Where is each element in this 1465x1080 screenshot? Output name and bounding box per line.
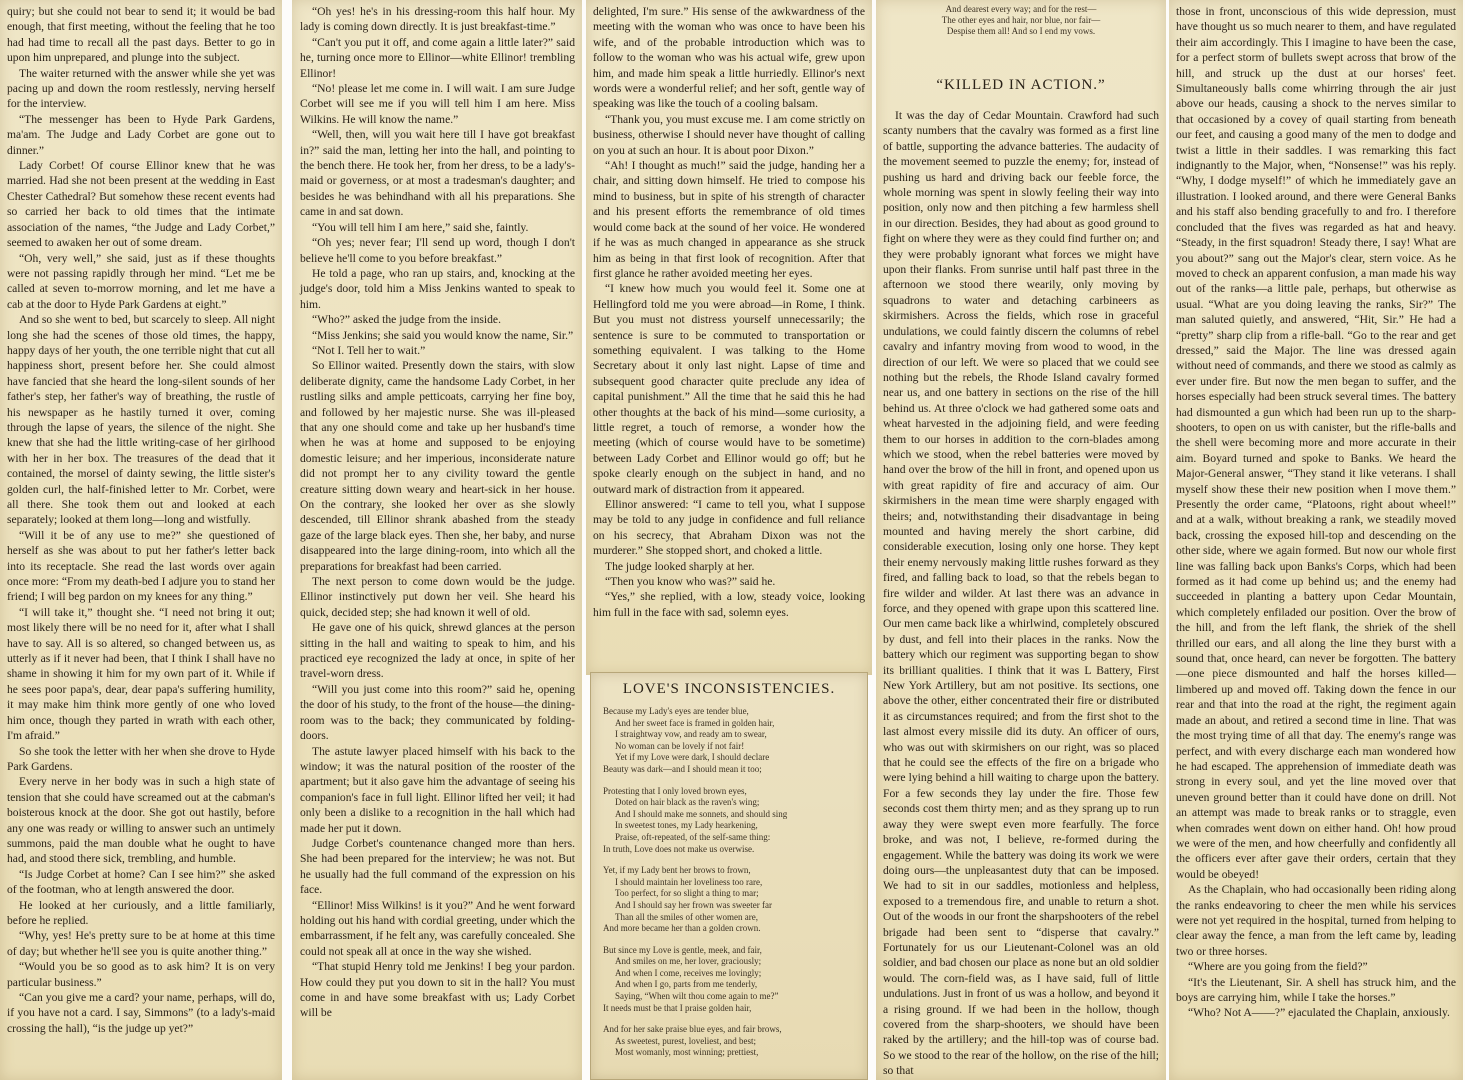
paragraph: And so she went to bed, but scarcely to sleep. All night long she had the scenes of those old times, the happy, happy days of her youth, the one terrible night that cut all happiness short, present before her. She could almost have fancied that she heard the long-silent sounds of her father's step, her father's way of breathing, the rustle of his newspaper as he hastily turned it over, coming through the lapse of years, the silence of the night. She knew that she had the little writing-case of her girlhood with her in her box. The treasures of the dead that it contained, the morsel of dainty sewing, the little sister's golden curl, the half-finished letter to Mr. Corbet, were all there. She took them out and looked at each separately; looked at them long—long and wistfully. [7,313,275,527]
paragraph: Judge Corbet's countenance changed more than hers. She had been prepared for the interview; he was not. But he usually had the full command of the expression on his face. [300,836,575,897]
paragraph: “Can't you put it off, and come again a little later?” said he, turning once more to Ellinor—white Ellinor! trembling Ellinor! [300,35,575,80]
verse-line: Despise them all! And so I end my vows. [946,26,1096,36]
paragraph: “It's the Lieutenant, Sir. A shell has struck him, and the boys are carrying him, while I take the horses.” [1176,975,1456,1004]
paragraph: “Oh yes! he's in his dressing-room this half hour. My lady is coming down directly. It is just breakfast-time.” [300,5,575,34]
poem-line: And smiles on me, her lover, graciously; [615,956,762,967]
poem-line: Yet, if my Lady bent her brows to frown, [603,865,751,876]
paragraph: “The messenger has been to Hyde Park Gardens, ma'am. The Judge and Lady Corbet are gone out to dinner.” [7,112,275,157]
verse-tail [883,4,1159,37]
paragraph: “Why, yes! He's pretty sure to be at home at this time of day; but whether he'll see you is quite another thing.” [7,929,275,958]
poem-line: I should maintain her loveliness too rare, [615,876,763,887]
paragraph: “Will it be of any use to me?” she questioned of herself as she was about to put her father's letter back into its receptacle. She read the last words over again once more: “From my death-bed I adjure you to stand her friend; I will beg pardon on my knees for any thing.” [7,528,275,604]
poem-line: No woman can be lovely if not fair! [615,740,745,751]
poem-line: Yet if my Love were dark, I should declare [615,752,770,763]
poem-line: In truth, Love does not make us overwise. [603,843,755,854]
paragraph: Ellinor answered: “I came to tell you, what I suppose may be told to any judge in confidence and full reliance on his secrecy, that Abraham Dixon was not the murderer.” She stopped short, and choked a little. [593,498,865,558]
paragraph: “Thank you, you must excuse me. I am come strictly on business, otherwise I should never have thought of calling on you at such an hour. It is about poor Dixon.” [593,112,865,157]
paragraph: “Well, then, will you wait here till I have got breakfast in?” said the man, letting her into the hall, and pointing to the bench there. He took her, from her dress, to be a lady's-maid or governess, or at most a tradesman's daughter; and besides he was behindhand with all his preparations. She came in and sat down. [300,128,575,219]
poem-line: And more became her than a golden crown. [603,923,761,934]
poem-line: Praise, oft-repeated, of the self-same thing: [615,831,771,842]
poem-line: And when I come, receives me lovingly; [615,967,762,978]
poem-line: Because my Lady's eyes are tender blue, [603,706,749,716]
article-title: “KILLED IN ACTION.” [936,77,1106,93]
paragraph: quiry; but she could not bear to send it; it would be bad enough, that first meeting, without the feeling that he too had had time to recall all the past days. Better to go in upon him unprepared, and plunge into the subject. [7,5,275,65]
paragraph: The astute lawyer placed himself with his back to the window; it was the natural position of the rooster of the apartment; but it also gave him the advantage of seeing his companion's face in full light. Ellinor lifted her veil; it had only been a dislike to a recognition in the hall which had made her put it down. [300,744,575,835]
poem-line: And I should make me sonnets, and should sing [615,808,788,819]
poem-stanza [603,945,855,1015]
paragraph: The next person to come down would be the judge. Ellinor instinctively put down her veil. She heard his quick, decided step; she had known it well of old. [300,575,575,619]
paragraph: “Will you just come into this room?” said he, opening the door of his study, to the front of the house—the dining-room was to the back; they communicated by folding-doors. [300,682,575,743]
poem-line: Than all the smiles of other women are, [615,911,758,922]
paragraph: “That stupid Henry told me Jenkins! I beg your pardon. How could they put you down to sit in the hall? You must come in and have some breakfast with us; Lady Corbet will be [300,960,575,1020]
column-1 [0,0,282,1080]
paragraph: “Would you be so good as to ask him? It is on very particular business.” [7,960,275,989]
paragraph: “Ah! I thought as much!” said the judge, handing her a chair, and sitting down himself. He tried to compose his mind to business, but in spite of his strength of character and his present efforts the remembrance of old times would come back at the sound of her voice. He wondered if he was as much changed in appearance as she struck him as being in that first look of recognition. After that first glance he rather avoided meeting her eyes. [593,159,865,280]
column-5 [1169,0,1463,1080]
paragraph: The judge looked sharply at her. [605,559,755,573]
paragraph: He gave one of his quick, shrewd glances at the person sitting in the hall and waiting to speak to him, and his practiced eye recognized the lady at once, in spite of her travel-worn dress. [300,621,575,681]
paragraph: He looked at her curiously, and a little familiarly, before he replied. [7,898,275,927]
poem-line: And when I go, parts from me tenderly, [615,979,758,990]
paragraph: So she took the letter with her when she drove to Hyde Park Gardens. [7,744,275,773]
poem-line: I straightway vow, and ready am to swear, [615,729,767,740]
paragraph: Every nerve in her body was in such a high state of tension that she could have screamed out at the cabman's boisterous knock at the door. She got out hastily, before any one was ready or willing to answer such an untimely summons, paid the man double what he ought to have had, and stood there sick, trembling, and humble. [7,775,275,866]
paragraph: Lady Corbet! Of course Ellinor knew that he was married. Had she not been present at the wedding in East Chester Cathedral? But somehow these recent events had so carried her back to old times that the intimate association of the names, “the Judge and Lady Corbet,” seemed to awaken her out of some dream. [7,159,275,250]
poem-line: Protesting that I only loved brown eyes, [603,785,747,796]
paragraph: “Not I. Tell her to wait.” [312,343,426,357]
paragraph: As the Chaplain, who had occasionally been riding along the ranks endeavoring to cheer the men while his services were not yet required in the hospital, turned from helping to clear away the fence, a man from the left came by, leading two or three horses. [1176,883,1456,958]
paragraph: “Then you know who was?” said he. [605,575,776,589]
poem-stanza [603,865,855,935]
poem-line: And her sweet face is framed in golden hair, [615,717,775,728]
paragraph: “Is Judge Corbet at home? Can I see him?” she asked of the footman, who at length answered the door. [7,867,275,897]
poem-line: And I should say her frown was sweeter far [615,899,772,910]
poem-line: Saying, “When wilt thou come again to me?” [615,991,779,1002]
verse-line: And dearest every way; and for the rest— [945,4,1097,14]
column-4 [876,0,1166,1080]
poem-line: But since my Love is gentle, meek, and fair, [603,944,762,955]
paragraph: “Yes,” she replied, with a low, steady voice, looking him full in the face with sad, solemn eyes. [593,590,865,619]
paragraph: “No! please let me come in. I will wait. I am sure Judge Corbet will see me if you will tell him I am here. Miss Wilkins. He will know the name.” [300,82,575,126]
poem-title: LOVE'S INCONSISTENCIES. [622,681,836,697]
poem-line: It needs must be that I praise golden hair, [603,1002,752,1013]
poem-clipping [590,672,868,1080]
paragraph: those in front, unconscious of this wide depression, must have thought us so much nearer to them, and have regulated their aim accordingly. This I imagine to have been the case, for a perfect storm of bullets swept across that brow of the hill, and struck up the dust at our horses' feet. Simultaneously balls come whirring through the air just above our heads, causing a shock to the nerves similar to that occasioned by a covey of quail starting from beneath our feet, and causing a good many of the men to dodge and twist a little in their saddles. I was remarking this fact indignantly to the Major, when, “Nonsense!” was his reply. “Why, I dodge myself!” of which he immediately gave an illustration. I looked around, and there were General Banks and his staff also bending gracefully to and fro. I therefore concluded that the fives was regarded as hat and heavy. “Steady, in the first squadron! Steady there, I say! What are you about?” sang out the Major's clear, stern voice. As he moved to check an apparent confusion, a man made his way out of the ranks—a little pale, perhaps, but otherwise as usual. “What are you doing leaving the ranks, Sir?” The man saluted quietly, and answered, “Hit, Sir.” He had a “pretty” sharp clip from a rifle-ball. “Go to the rear and get dressed,” said the Major. The line was dressed again without need of commands, and there we stood as calmly as ever under fire. But now the men began to suffer, and the horses especially had been struck several times. The battery had dismounted a gun which had been run up to the sharp-shooters, to open on us with canister, but the rifle-balls and the shell were becoming more and more accurate in their aim. Boyard turned and spoke to Banks. We heard the Major-General answer, “They stand it like veterans. I shall myself show these their new position when I move them.” Presently the order came, “Platoons, right about wheel!” and at a walk, without breaking a rank, we steadily moved back, crossing the exposed hill-top and descending on the other side, where we again formed. But now our whole first line was falling back upon Banks's Corps, which had been formed as it had come up behind us; and the enemy had succeeded in planting a battery upon Cedar Mountain, which completely enfiladed our position. Over the brow of the hill, and from the left flank, the shriek of the shell thrilled our ears, and all along the line they burst with a sound that, once heard, can never be forgotten. The battery—one piece dismounted and half the horses killed—limbered up and moved off. Taking down the fence in our rear and that into the road at the right, the regiment again made an about, and retired a second time in line. That was the most trying time of all that day. The enemy's range was perfect, and with every discharge each man wondered how he had escaped. The apprehension of immediate death was strong in every soul, and yet the line moved over that uneven ground better than it could have done on drill. Not an attempt was made to break ranks or to straggle, even when comrades went down on either hand. Oh! how proud we were of the men, and how cheerfully and confidently all the officers ever after gave their orders, certain that they would be obeyed! [1176,5,1456,881]
paragraph: delighted, I'm sure.” His sense of the awkwardness of the meeting with the woman who was once to have been his wife, and of the probable introduction which was to follow to the woman who was his actual wife, grew upon him, and made him speak a little hurriedly. Ellinor's next words were a wonderful relief; and her soft, gentle way of speaking was like the touch of a cooling balsam. [593,5,865,111]
paragraph: The waiter returned with the answer while she yet was pacing up and down the room restlessly, nerving herself for the interview. [7,66,275,111]
poem-line: As sweetest, purest, loveliest, and best; [615,1035,756,1046]
poem-stanza [603,706,855,776]
poem-body [603,706,855,1059]
paragraph: “Oh, very well,” she said, just as if these thoughts were not passing rapidly through her mind. “Let me be called at seven to-morrow morning, and let me have a cab at the door to Hyde Park Gardens at eight.” [7,251,275,311]
article-body [883,108,1159,1079]
paragraph: “Where are you going from the field?” [1188,960,1368,974]
poem-line: Beauty was dark—and I should mean it too; [603,763,762,774]
paragraph: “Ellinor! Miss Wilkins! is it you?” And he went forward holding out his hand with cordial greeting, under which the embarrassment, if he felt any, was carefully concealed. She could not speak all at once in the way she wished. [300,898,575,958]
paragraph: “I will take it,” thought she. “I need not bring it out; most likely there will be no need for it, after what I shall have to say. All is so altered, so changed between us, as utterly as if it never had been, that I think I shall have no shame in showing it him for my own part of it. While if he sees poor papa's, dear, dear papa's suffering humility, it may make him think more gently of one who loved him once, though they parted in wrath with each other, I'm afraid.” [7,605,275,743]
poem-line: In sweetest tones, my Lady hearkening, [615,820,758,831]
poem-line: Too perfect, for so slight a thing to mar; [615,888,759,899]
paragraph: “I knew how much you would feel it. Some one at Hellingford told me you were abroad—in Rome, I think. But you must not distress yourself unnecessarily; the sentence is sure to be commuted to transportation or something equivalent. I was talking to the Home Secretary about it only last night. Lapse of time and subsequent good character quite preclude any idea of capital punishment.” All the time that he said this he had other thoughts at the back of his mind—some curiosity, a little regret, a touch of remorse, a wonder how the meeting (which of course would have to be sometime) between Lady Corbet and Ellinor would go off; but he spoke clearly enough on the subject in hand, and no outward mark of distraction from it appeared. [593,282,865,496]
poem-stanza [603,786,855,856]
poem-line: Most womanly, most winning; prettiest, [615,1047,759,1058]
paragraph: “You will tell him I am here,” said she, faintly. [312,220,529,234]
poem-stanza [603,1024,855,1059]
paragraph: “Who? Not A——?” ejaculated the Chaplain, anxiously. [1188,1006,1450,1020]
paragraph: He told a page, who ran up stairs, and, knocking at the judge's door, told him a Miss Jenkins wanted to speak to him. [300,266,575,311]
column-2 [292,0,582,1080]
paragraph: “Miss Jenkins; she said you would know the name, Sir.” [312,328,574,342]
paragraph: “Oh yes; never fear; I'll send up word, though I don't believe he'll come to you before breakfast.” [300,236,575,265]
column-3 [586,0,872,675]
poem-line: And for her sake praise blue eyes, and fair brows, [603,1024,782,1035]
paragraph: “Who?” asked the judge from the inside. [312,313,501,327]
paragraph: It was the day of Cedar Mountain. Crawford had such scanty numbers that the cavalry was formed as a first line of battle, supporting the advance batteries. The audacity of the movement seemed to puzzle the enemy; for, instead of pushing us hard and driving back our feeble force, the whole morning was spent in slowly feeling their way into position, only now and then pitching a few harmless shell in our direction. Besides, they had about as good ground to fight on where they were as they could find further on; and they were probably ignorant what forces we might have upon their flanks. From sunrise until half past three in the afternoon we stood there wearily, only moving by squadrons to water and detaching carbineers as skirmishers. Across the fields, which rose in graceful undulations, we could faintly discern the columns of rebel cavalry and infantry moving from wood to wood, in the direction of our left. We were so placed that we could see nothing but the rebels, the Rhode Island cavalry formed near us, and one battery in sections on the rise of the hill behind us. At three o'clock we had gathered some oats and wheat harvested in the adjoining field, and were feeding them to our horses in addition to the corn-blades among which we stood, when the rebel batteries were moved by hand over the brow of the hill in front, and opened upon us with great rapidity of fire and accuracy of aim. Our skirmishers in the mean time were sharply engaged with theirs; and, notwithstanding their disadvantage in being mounted and having merely the short carbine, did considerable execution, losing only one horse. They kept their enemy nervously making little rushes forward as they fired, and falling back to load, so that the rebels began to fire wilder and wilder. At last there was an advance in force, and they opened with grape upon this scattered line. Our men came back like a whirlwind, completely obscured by dust, and fell into their places in the ranks. Now the battery which our regiment was supporting began to show its brilliant qualities. I think that it was L Battery, First New York Artillery, but am not positive. Its sections, one above the other, either concentrated their fire or distributed it as circumstances required; and from the first shot to the last almost every missile did its duty. An officer of ours, who was out with skirmishers on our right, was so placed that he could see the effects of the fire on a brigade who were lying behind a hill waiting to charge upon the battery. For a few seconds they lay under the fire. Those few seconds cost them thirty men; and as they sprang up to run away they were swept even more fearfully. The force broke, and was not, I believe, re-formed during the engagement. While the battery was doing its work we were doing ours—the unpleasantest duty that can be imposed. We had to sit in our saddles, motionless and helpless, exposed to a tremendous fire, and unable to return a shot. Out of the woods in our front the sharpshooters of the rebel brigade had been sent to “disperse that cavalry.” Fortunately for us our Lieutenant-Colonel was an old soldier, and bad chosen our place as none but an old soldier would. The corn-field was, as I have said, full of little undulations. Just in front of us was a hollow, and beyond it a rising ground. If we had been in the hollow, though covered from the sharp-shooters, we should have been raked by the artillery; and the hill-top was of course bad. So we stood to the rear of the hollow, on the rise of the hill; so that [883,109,1159,1078]
verse-line: The other eyes and hair, nor blue, nor fair— [941,15,1101,25]
paragraph: “Can you give me a card? your name, perhaps, will do, if you have not a card. I say, Simmons” (to a lady's-maid crossing the hall), “is the judge up yet?” [7,991,275,1035]
poem-line: Doted on hair black as the raven's wing; [615,797,760,808]
paragraph: So Ellinor waited. Presently down the stairs, with slow deliberate dignity, came the handsome Lady Corbet, in her rustling silks and ample petticoats, carrying her fine boy, and followed by her majestic nurse. She was ill-pleased that any one should come and take up her husband's time when he was at home and supposed to be enjoying domestic leisure; and her imperious, inconsiderate nature did not prompt her to any civility toward the gentle creature sitting down weary and heart-sick in her house. On the contrary, she looked her over as she slowly descended, till Ellinor shrank abashed from the steady gaze of the large black eyes. Then she, her baby, and nurse disappeared into the large dining-room, into which all the preparations for breakfast had been carried. [300,359,575,573]
